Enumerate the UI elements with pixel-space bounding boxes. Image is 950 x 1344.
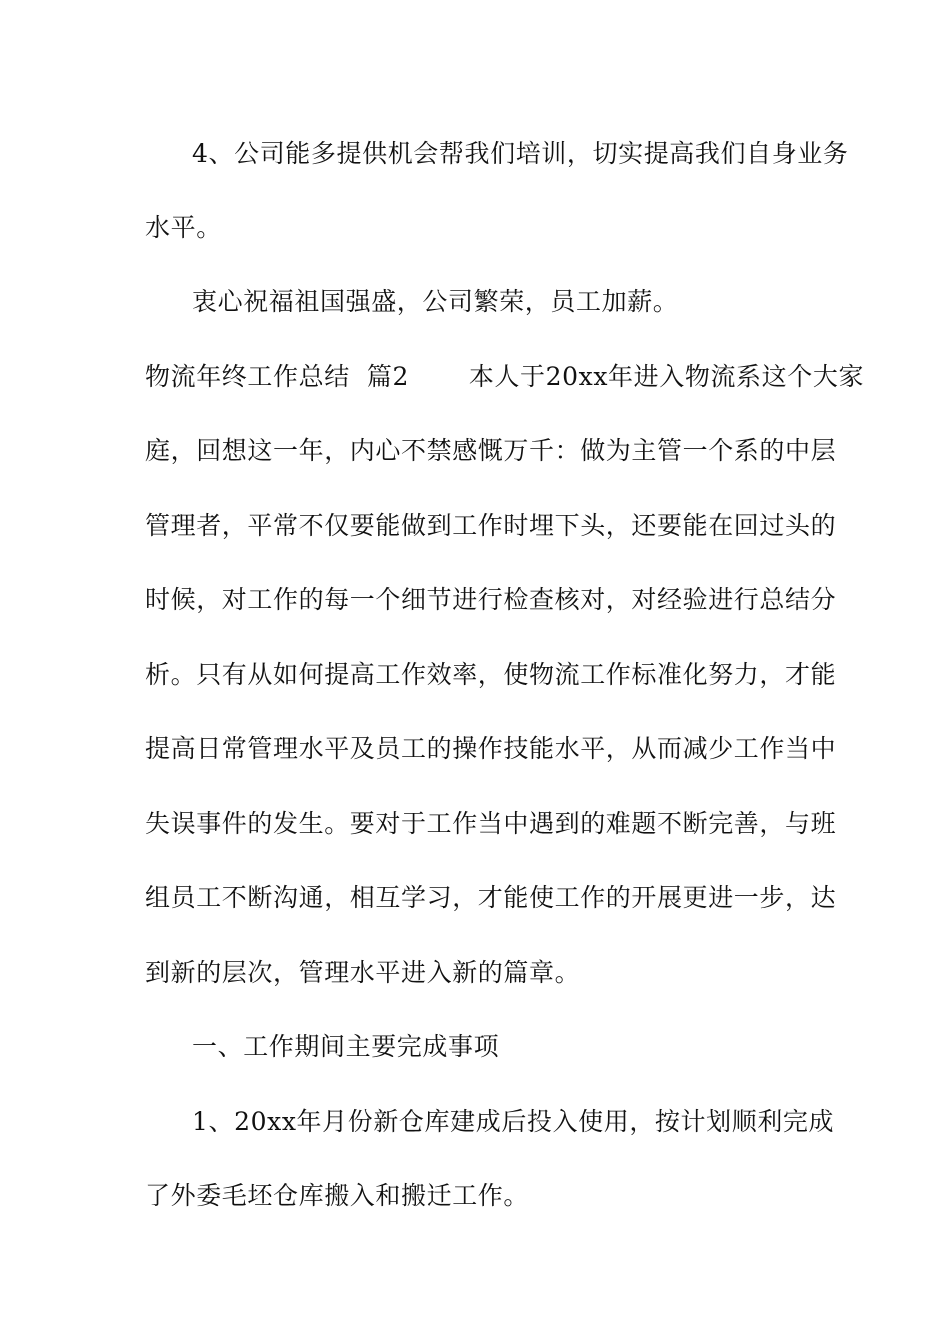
paragraph-line: 了外委毛坯仓库搬入和搬迁工作。 — [145, 1181, 530, 1210]
subheading-line: 一、工作期间主要完成事项 — [192, 1032, 500, 1061]
paragraph-line: 到新的层次，管理水平进入新的篇章。 — [145, 958, 581, 987]
paragraph-line: 提高日常管理水平及员工的操作技能水平，从而减少工作当中 — [145, 734, 837, 763]
paragraph-line: 庭，回想这一年，内心不禁感慨万千：做为主管一个系的中层 — [145, 436, 837, 465]
paragraph-line: 时候，对工作的每一个细节进行检查核对，对经验进行总结分 — [145, 585, 837, 614]
paragraph-line: 组员工不断沟通，相互学习，才能使工作的开展更进一步，达 — [145, 883, 837, 912]
paragraph-line: 管理者，平常不仅要能做到工作时埋下头，还要能在回过头的 — [145, 511, 837, 540]
paragraph-line: 4、公司能多提供机会帮我们培训，切实提高我们自身业务 — [192, 139, 849, 168]
paragraph-line: 1、20xx年月份新仓库建成后投入使用，按计划顺利完成 — [192, 1107, 835, 1136]
section-heading-line: 物流年终工作总结 篇2 本人于20xx年进入物流系这个大家 — [145, 362, 865, 391]
paragraph-line: 水平。 — [145, 213, 222, 242]
paragraph-line: 衷心祝福祖国强盛，公司繁荣，员工加薪。 — [192, 287, 679, 316]
paragraph-line: 失误事件的发生。要对于工作当中遇到的难题不断完善，与班 — [145, 809, 837, 838]
paragraph-line: 析。只有从如何提高工作效率，使物流工作标准化努力，才能 — [145, 660, 837, 689]
